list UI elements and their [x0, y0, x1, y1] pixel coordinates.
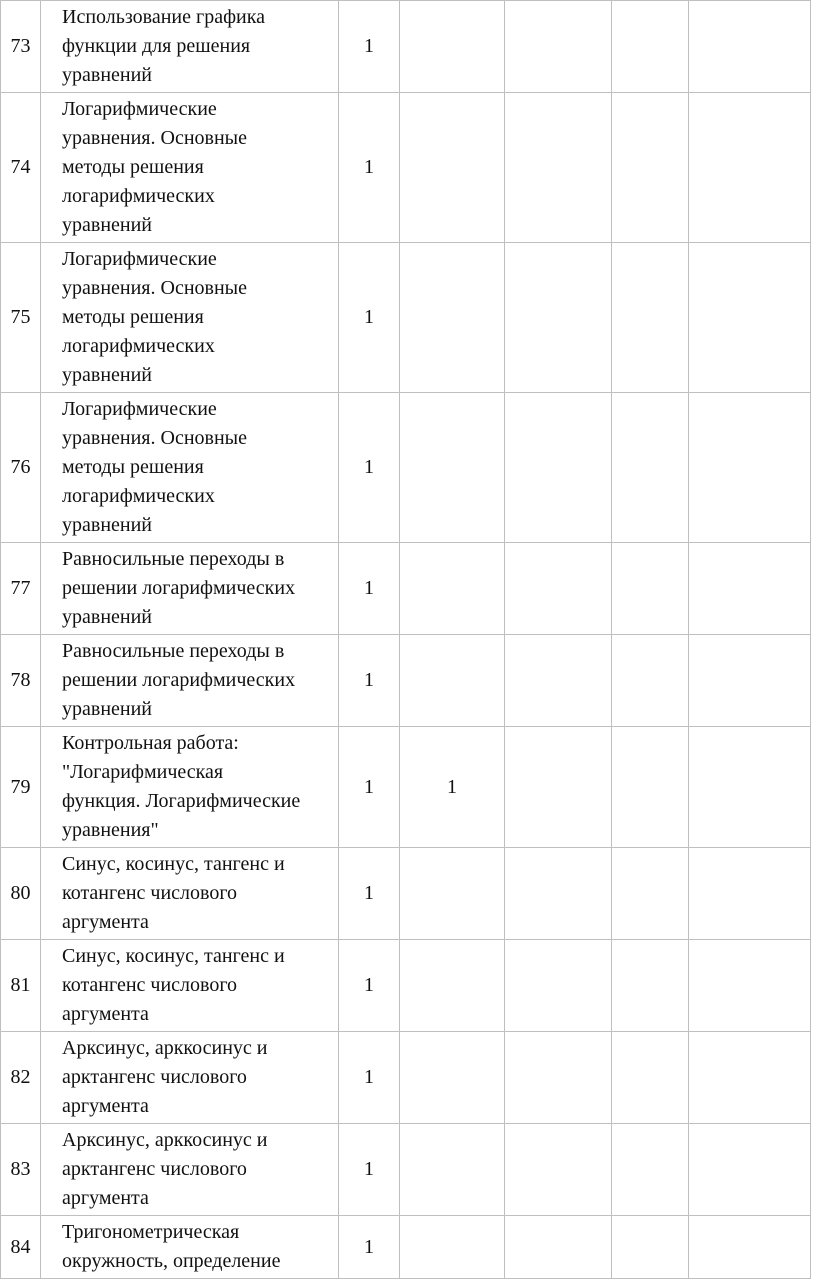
empty-cell — [689, 1124, 811, 1216]
control-work-hours — [400, 848, 505, 940]
empty-cell — [612, 1124, 689, 1216]
lesson-number: 75 — [1, 243, 41, 393]
table-row — [1, 1, 811, 93]
control-work-hours — [400, 1124, 505, 1216]
lesson-hours: 1 — [339, 848, 400, 940]
empty-cell — [612, 93, 689, 243]
empty-cell — [505, 243, 612, 393]
control-work-hours — [400, 940, 505, 1032]
empty-cell — [505, 393, 612, 543]
lesson-number: 74 — [1, 93, 41, 243]
table-row — [1, 1216, 811, 1279]
empty-cell — [612, 635, 689, 727]
lesson-topic: Равносильные переходы в решении логарифмических уравнений — [41, 543, 339, 635]
control-work-hours — [400, 543, 505, 635]
lesson-topic: Арксинус, арккосинус и арктангенс числового аргумента — [41, 1032, 339, 1124]
lesson-hours: 1 — [339, 393, 400, 543]
lesson-hours: 1 — [339, 940, 400, 1032]
empty-cell — [505, 848, 612, 940]
lesson-number: 80 — [1, 848, 41, 940]
empty-cell — [612, 393, 689, 543]
table-row — [1, 93, 811, 243]
empty-cell — [612, 727, 689, 848]
lesson-topic: Логарифмические уравнения. Основные методы решения логарифмических уравнений — [41, 393, 339, 543]
lesson-topic: Контрольная работа: "Логарифмическая функция. Логарифмические уравнения" — [41, 727, 339, 848]
control-work-hours — [400, 635, 505, 727]
empty-cell — [612, 543, 689, 635]
empty-cell — [505, 635, 612, 727]
empty-cell — [505, 1216, 612, 1279]
empty-cell — [505, 1124, 612, 1216]
empty-cell — [505, 1032, 612, 1124]
lesson-plan-body — [1, 1, 811, 1279]
lesson-number: 78 — [1, 635, 41, 727]
empty-cell — [612, 848, 689, 940]
empty-cell — [689, 543, 811, 635]
lesson-topic: Синус, косинус, тангенс и котангенс числового аргумента — [41, 848, 339, 940]
lesson-topic: Равносильные переходы в решении логарифмических уравнений — [41, 635, 339, 727]
lesson-hours: 1 — [339, 727, 400, 848]
table-row — [1, 543, 811, 635]
empty-cell — [689, 848, 811, 940]
lesson-topic: Тригонометрическая окружность, определение — [41, 1216, 339, 1279]
empty-cell — [689, 940, 811, 1032]
control-work-hours — [400, 1032, 505, 1124]
lesson-hours: 1 — [339, 543, 400, 635]
empty-cell — [612, 1032, 689, 1124]
empty-cell — [689, 393, 811, 543]
empty-cell — [612, 1216, 689, 1279]
lesson-hours: 1 — [339, 93, 400, 243]
table-row — [1, 1124, 811, 1216]
control-work-hours: 1 — [400, 727, 505, 848]
empty-cell — [505, 940, 612, 1032]
empty-cell — [689, 727, 811, 848]
table-row — [1, 727, 811, 848]
empty-cell — [612, 1, 689, 93]
lesson-number: 73 — [1, 1, 41, 93]
table-row — [1, 940, 811, 1032]
lesson-number: 81 — [1, 940, 41, 1032]
empty-cell — [612, 940, 689, 1032]
control-work-hours — [400, 93, 505, 243]
lesson-topic: Использование графика функции для решения уравнений — [41, 1, 339, 93]
lesson-hours: 1 — [339, 1032, 400, 1124]
lesson-number: 82 — [1, 1032, 41, 1124]
lesson-number: 77 — [1, 543, 41, 635]
empty-cell — [689, 1216, 811, 1279]
control-work-hours — [400, 1, 505, 93]
empty-cell — [505, 1, 612, 93]
lesson-topic: Арксинус, арккосинус и арктангенс числового аргумента — [41, 1124, 339, 1216]
lesson-hours: 1 — [339, 635, 400, 727]
lesson-topic: Синус, косинус, тангенс и котангенс числового аргумента — [41, 940, 339, 1032]
lesson-hours: 1 — [339, 243, 400, 393]
lesson-number: 84 — [1, 1216, 41, 1279]
empty-cell — [689, 1, 811, 93]
empty-cell — [689, 243, 811, 393]
lesson-hours: 1 — [339, 1, 400, 93]
empty-cell — [612, 243, 689, 393]
lesson-topic: Логарифмические уравнения. Основные методы решения логарифмических уравнений — [41, 243, 339, 393]
table-row — [1, 1032, 811, 1124]
control-work-hours — [400, 1216, 505, 1279]
lesson-number: 76 — [1, 393, 41, 543]
table-row — [1, 635, 811, 727]
lesson-hours: 1 — [339, 1124, 400, 1216]
empty-cell — [505, 93, 612, 243]
table-row — [1, 243, 811, 393]
lesson-number: 79 — [1, 727, 41, 848]
lesson-topic: Логарифмические уравнения. Основные методы решения логарифмических уравнений — [41, 93, 339, 243]
table-row — [1, 848, 811, 940]
empty-cell — [689, 635, 811, 727]
control-work-hours — [400, 393, 505, 543]
empty-cell — [505, 727, 612, 848]
empty-cell — [505, 543, 612, 635]
control-work-hours — [400, 243, 505, 393]
lesson-hours: 1 — [339, 1216, 400, 1279]
empty-cell — [689, 1032, 811, 1124]
table-row — [1, 393, 811, 543]
lesson-number: 83 — [1, 1124, 41, 1216]
empty-cell — [689, 93, 811, 243]
